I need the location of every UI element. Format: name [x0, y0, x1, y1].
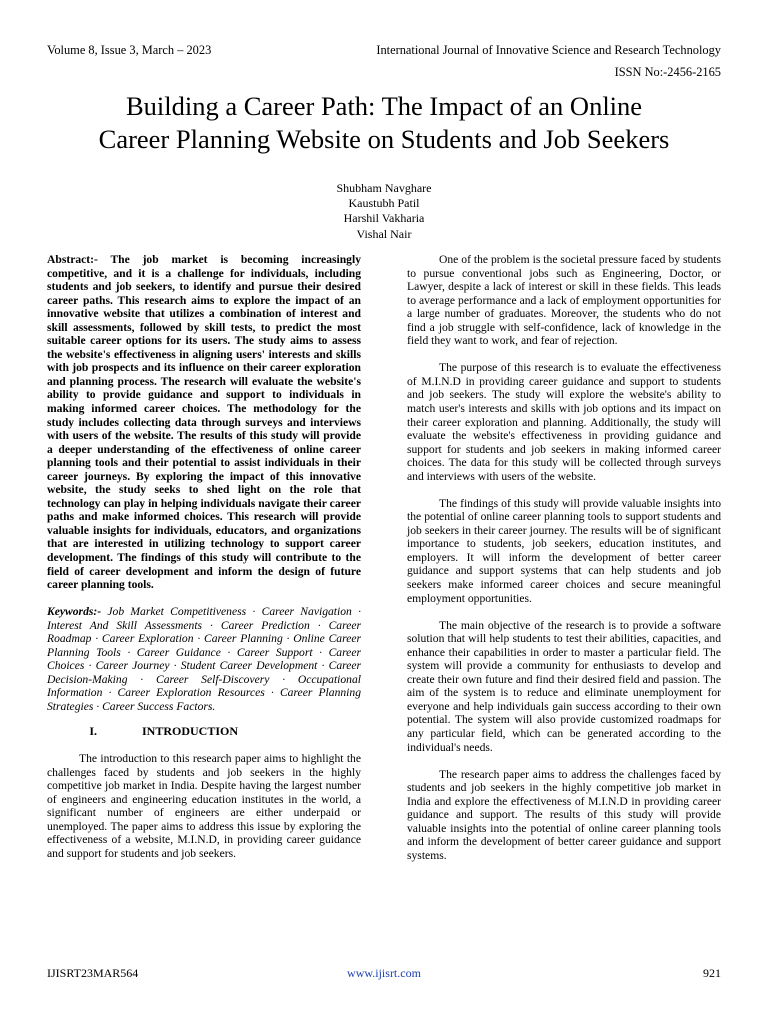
volume-info: Volume 8, Issue 3, March – 2023	[47, 43, 212, 57]
paragraph: The main objective of the research is to provide a software solution that will help students to test their abilities, capacities, and enhance their capabilities in order to master a particular field. The system will provide a community for enthusiasts to develop and create their own future and find their desired field and passion. The aim of the system is to reduce and eliminate unemployment for everyone and help individuals gain success according to their own potential. The system will also provide customized roadmaps for any particular field, which can be generated according to the individual's needs.	[407, 618, 721, 754]
author: Vishal Nair	[356, 226, 412, 241]
journal-name: International Journal of Innovative Science and Research Technology	[376, 43, 721, 57]
paper-title	[30, 90, 738, 156]
paragraph: The findings of this study will provide valuable insights into the potential of online career planning tools to support students and job seekers in their career journey. The results will be of significant importance to students, job seekers, education institutes, and employers. It will inform the development of better career guidance and support systems that can help students and job seekers make informed career choices and secure meaningful employment opportunities.	[407, 496, 721, 605]
keywords-text: Job Market Competitiveness · Career Navigation · Interest And Skill Assessments · Career Prediction · Career Roadmap · Career Exploration · Career Planning · Online Career Planning Tools · Career Guidance · Career Support · Career Choices · Career Journey · Student Career Development · Career Decision-Making · Career Self-Discovery · Occupational Information · Career Exploration Resources · Career Planning Strategies · Career Success Factors.	[47, 605, 361, 713]
keywords-label: Keywords:-	[47, 605, 102, 619]
keywords	[47, 605, 361, 713]
author: Harshil Vakharia	[343, 211, 425, 226]
section-heading	[47, 725, 361, 739]
title-line-2: Career Planning Website on Students and Job Seekers	[98, 124, 670, 154]
paragraph: One of the problem is the societal pressure faced by students to pursue conventional jobs such as Engineering, Doctor, or Lawyer, despite a lack of interest or skill in these fields. This leads to average performance and a lack of employment opportunities for a large number of graduates. Moreover, the students who do not find a job struggle with self-confidence, lack of knowledge in the field they want to work, and fear of rejection.	[407, 253, 721, 348]
section-number: I.	[89, 723, 97, 738]
page-number: 921	[703, 966, 721, 980]
paragraph: The purpose of this research is to evaluate the effectiveness of M.I.N.D in providing career guidance and support to students and job seekers. The study will explore the website's ability to match user's interests and skills with job options and its impact on their career exploration and planning. Additionally, the study will evaluate the website's effectiveness in providing guidance and support for students and job seekers in making informed career choices. The data for this study will be collected through surveys and interviews with users of the website.	[407, 361, 721, 483]
paragraph: The research paper aims to address the challenges faced by students and job seekers in the highly competitive job market in India and explore the effectiveness of M.I.N.D in providing career guidance and support. The results of this study will provide valuable insights into the potential of online career planning tools and inform the development of better career guidance and support systems.	[407, 767, 721, 862]
paragraph: The introduction to this research paper aims to highlight the challenges faced by students and job seekers in the highly competitive job market in India. Despite having the largest number of engineers and engineering education institutes in the world, a significant number of engineers are either underpaid or unemployed. The paper aims to address this issue by exploring the effectiveness of a website, M.I.N.D, in providing career guidance and support for students and job seekers.	[47, 752, 361, 860]
title-line-1: Building a Career Path: The Impact of an Online	[125, 91, 643, 121]
author: Kaustubh Patil	[348, 196, 420, 211]
paper-id: IJISRT23MAR564	[47, 966, 139, 980]
journal-website-link[interactable]: www.ijisrt.com	[347, 966, 421, 980]
abstract: Abstract:- The job market is becoming increasingly competitive, and it is a challenge for individuals, including students and job seekers, to identify and pursue their desired career paths. This research aims to explore the impact of an innovative website that utilizes a combination of interest and skill assessments, followed by skill tests, to predict the most suitable career options for its users. The study aims to assess the website's effectiveness in aligning users' interests and skills with job prospects and its influence on their career exploration and planning process. The research will evaluate the website's ability to provide guidance and support to individuals in making informed career choices. The methodology for the study includes collecting data through surveys and interviews with users of the website. The results of this study will provide a deeper understanding of the effectiveness of online career planning tools and their potential to assist individuals in their career journeys. By exploring the impact of this innovative website, the study seeks to shed light on the role that technology can play in helping individuals navigate their career paths and make informed choices. This research will provide valuable insights for individuals, educators, and organizations that are interested in utilizing technology to support career development. The findings of this study will contribute to the field of career development and inform the design of future career planning tools.	[47, 253, 361, 592]
author-list	[0, 181, 768, 242]
section-title: INTRODUCTION	[142, 723, 239, 738]
issn: ISSN No:-2456-2165	[614, 65, 721, 79]
left-column	[47, 253, 361, 860]
right-column	[407, 253, 721, 862]
author: Shubham Navghare	[336, 181, 432, 195]
